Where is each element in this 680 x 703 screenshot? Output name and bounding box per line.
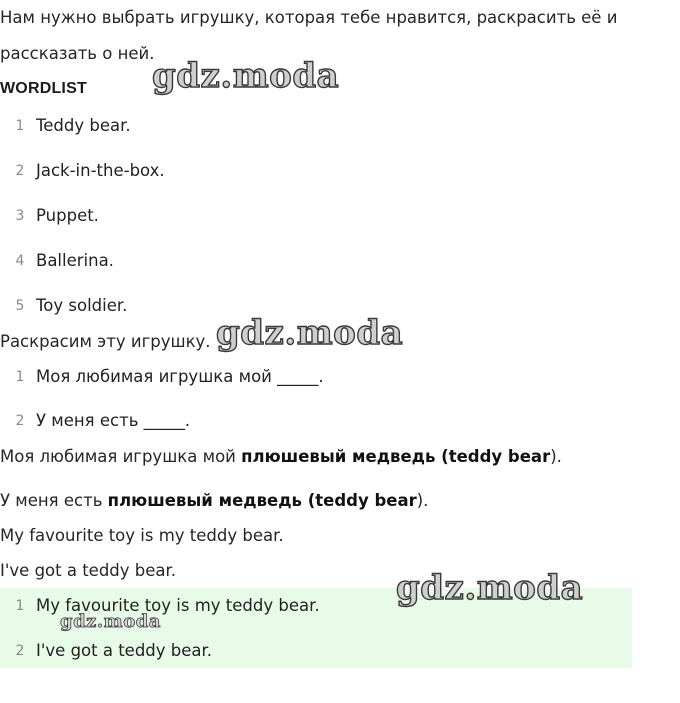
answer-ru-2-bold: плюшевый медведь (teddy bear [107, 491, 417, 510]
answer-ru-2-post: ). [416, 491, 429, 510]
watermark-logo: gdz.moda [60, 611, 161, 632]
answer-ru-line-2 [0, 491, 428, 510]
list-item-number: 2 [15, 643, 25, 659]
list-item: My favourite toy is my teddy bear. [36, 596, 320, 615]
list-item-number: 2 [15, 163, 25, 179]
list-item: У меня есть _____. [36, 411, 191, 430]
answer-ru-1-bold: плюшевый медведь (teddy bear [241, 447, 551, 466]
answer-ru-1-pre: Моя любимая игрушка мой [0, 447, 242, 466]
list-item-number: 3 [15, 208, 25, 224]
list-item: Jack-in-the-box. [36, 161, 165, 180]
answer-en-line-2: I've got a teddy bear. [0, 561, 177, 580]
list-item-number: 1 [15, 369, 25, 385]
list-item: I've got a teddy bear. [36, 641, 213, 660]
answer-ru-1-post: ). [550, 447, 562, 466]
color-task-text: Раскрасим эту игрушку. [0, 332, 211, 351]
list-item: Puppet. [36, 206, 99, 225]
watermark-logo: gdz.moda [396, 568, 584, 608]
list-item: Teddy bear. [36, 116, 131, 135]
list-item: Моя любимая игрушка мой _____. [36, 367, 324, 386]
watermark-logo: gdz.moda [216, 313, 404, 353]
wordlist-heading: WORDLIST [0, 80, 87, 97]
list-item-number: 1 [15, 598, 25, 614]
answer-ru-line-1 [0, 447, 562, 466]
intro-line-1: Нам нужно выбрать игрушку, которая тебе нравится, раскрасить её и [0, 8, 618, 27]
answer-ru-2-pre: У меня есть [0, 491, 108, 510]
list-item-number: 4 [15, 253, 25, 269]
list-item-number: 5 [15, 298, 25, 314]
list-item-number: 1 [15, 118, 25, 134]
watermark-logo: gdz.moda [152, 56, 340, 96]
answer-en-line-1: My favourite toy is my teddy bear. [0, 526, 284, 545]
intro-line-2: рассказать о ней. [0, 44, 155, 63]
list-item-number: 2 [15, 413, 25, 429]
list-item: Toy soldier. [36, 296, 128, 315]
list-item: Ballerina. [36, 251, 114, 270]
